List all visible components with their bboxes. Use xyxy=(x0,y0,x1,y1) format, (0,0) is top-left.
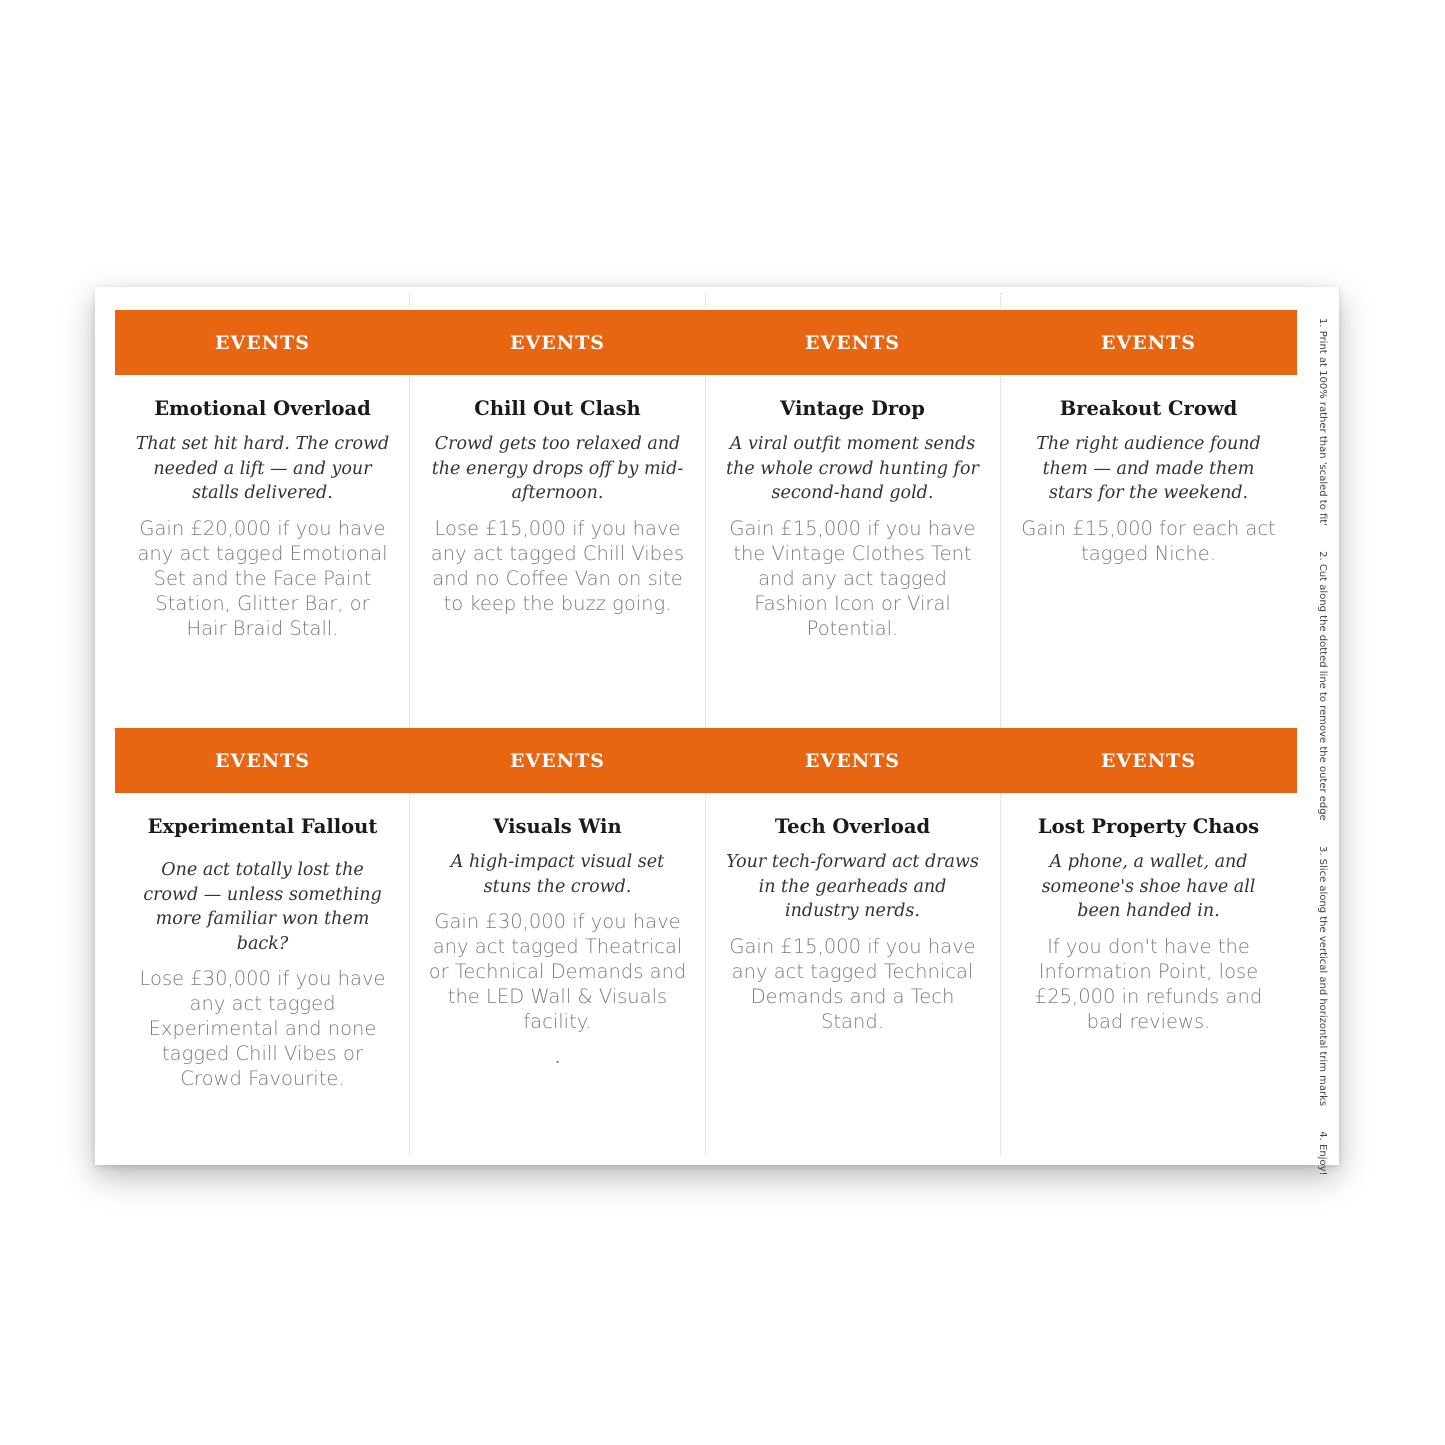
card-rule-text: Gain £30,000 if you have any act tagged Theatrical or Technical Demands and the LED Wall & Visuals facility. xyxy=(428,910,687,1033)
instruction-step: 2. Cut along the dotted line to remove the outer edge xyxy=(1317,551,1328,821)
card-flavor-text: A high-impact visual set stuns the crowd. xyxy=(450,852,665,897)
card-flavor-text: Crowd gets too relaxed and the energy drops off by mid-afternoon. xyxy=(431,434,684,503)
card-title: Tech Overload xyxy=(774,815,931,838)
card-header: EVENTS xyxy=(705,728,1000,793)
event-card xyxy=(410,728,705,1146)
card-header: EVENTS xyxy=(1000,728,1297,793)
card-title: Vintage Drop xyxy=(780,397,925,420)
card-rule-text: Gain £15,000 for each act tagged Niche. xyxy=(1021,516,1276,565)
event-card xyxy=(115,728,410,1146)
card-rule-text: If you don't have the Information Point, lose £25,000 in refunds and bad reviews. xyxy=(1034,934,1263,1033)
print-instructions xyxy=(1317,318,1328,1198)
card-header: EVENTS xyxy=(1000,310,1297,375)
instruction-step: 1. Print at 100% rather than 'scaled to fit' xyxy=(1317,318,1328,526)
event-card xyxy=(1000,728,1297,1146)
card-grid xyxy=(115,310,1297,1146)
card-flavor-text: Your tech-forward act draws in the gearheads and industry nerds. xyxy=(726,852,979,921)
event-card xyxy=(410,310,705,728)
card-sheet xyxy=(95,287,1339,1165)
event-card xyxy=(705,728,1000,1146)
card-rule-text: Gain £15,000 if you have the Vintage Clothes Tent and any act tagged Fashion Icon or Viral Potential. xyxy=(729,516,976,640)
card-flavor-text: That set hit hard. The crowd needed a lift — and your stalls delivered. xyxy=(135,434,390,503)
card-title: Lost Property Chaos xyxy=(1037,815,1260,838)
event-card xyxy=(705,310,1000,728)
card-title: Experimental Fallout xyxy=(147,815,378,838)
card-header: EVENTS xyxy=(410,728,705,793)
card-title: Breakout Crowd xyxy=(1059,397,1238,420)
card-rule-text: Lose £15,000 if you have any act tagged Chill Vibes and no Coffee Van on site to keep the buzz going. xyxy=(430,516,685,615)
event-card xyxy=(115,310,410,728)
card-flavor-text: The right audience found them — and made them stars for the weekend. xyxy=(1036,434,1261,503)
card-flavor-text: One act totally lost the crowd — unless something more familiar won them back? xyxy=(143,860,382,954)
card-header: EVENTS xyxy=(115,310,410,375)
instruction-step: 4. Enjoy! xyxy=(1317,1131,1328,1176)
card-rule-text: Gain £15,000 if you have any act tagged Technical Demands and a Tech Stand. xyxy=(729,934,976,1033)
card-header: EVENTS xyxy=(705,310,1000,375)
instruction-step: 3. Slice along the vertical and horizontal trim marks xyxy=(1317,845,1328,1107)
event-card xyxy=(1000,310,1297,728)
card-title: Emotional Overload xyxy=(154,397,371,420)
card-header: EVENTS xyxy=(115,728,410,793)
card-title: Visuals Win xyxy=(493,815,622,838)
card-rule-text: Gain £20,000 if you have any act tagged Emotional Set and the Face Paint Station, Glitter Bar, or Hair Braid Stall. xyxy=(137,516,388,640)
card-header: EVENTS xyxy=(410,310,705,375)
stray-mark: . xyxy=(554,1048,561,1067)
card-rule-text: Lose £30,000 if you have any act tagged Experimental and none tagged Chill Vibes or Crowd Favourite. xyxy=(139,967,386,1090)
card-title: Chill Out Clash xyxy=(474,397,641,420)
card-flavor-text: A phone, a wallet, and someone's shoe have all been handed in. xyxy=(1041,852,1256,921)
card-flavor-text: A viral outfit moment sends the whole crowd hunting for second-hand gold. xyxy=(726,434,979,503)
